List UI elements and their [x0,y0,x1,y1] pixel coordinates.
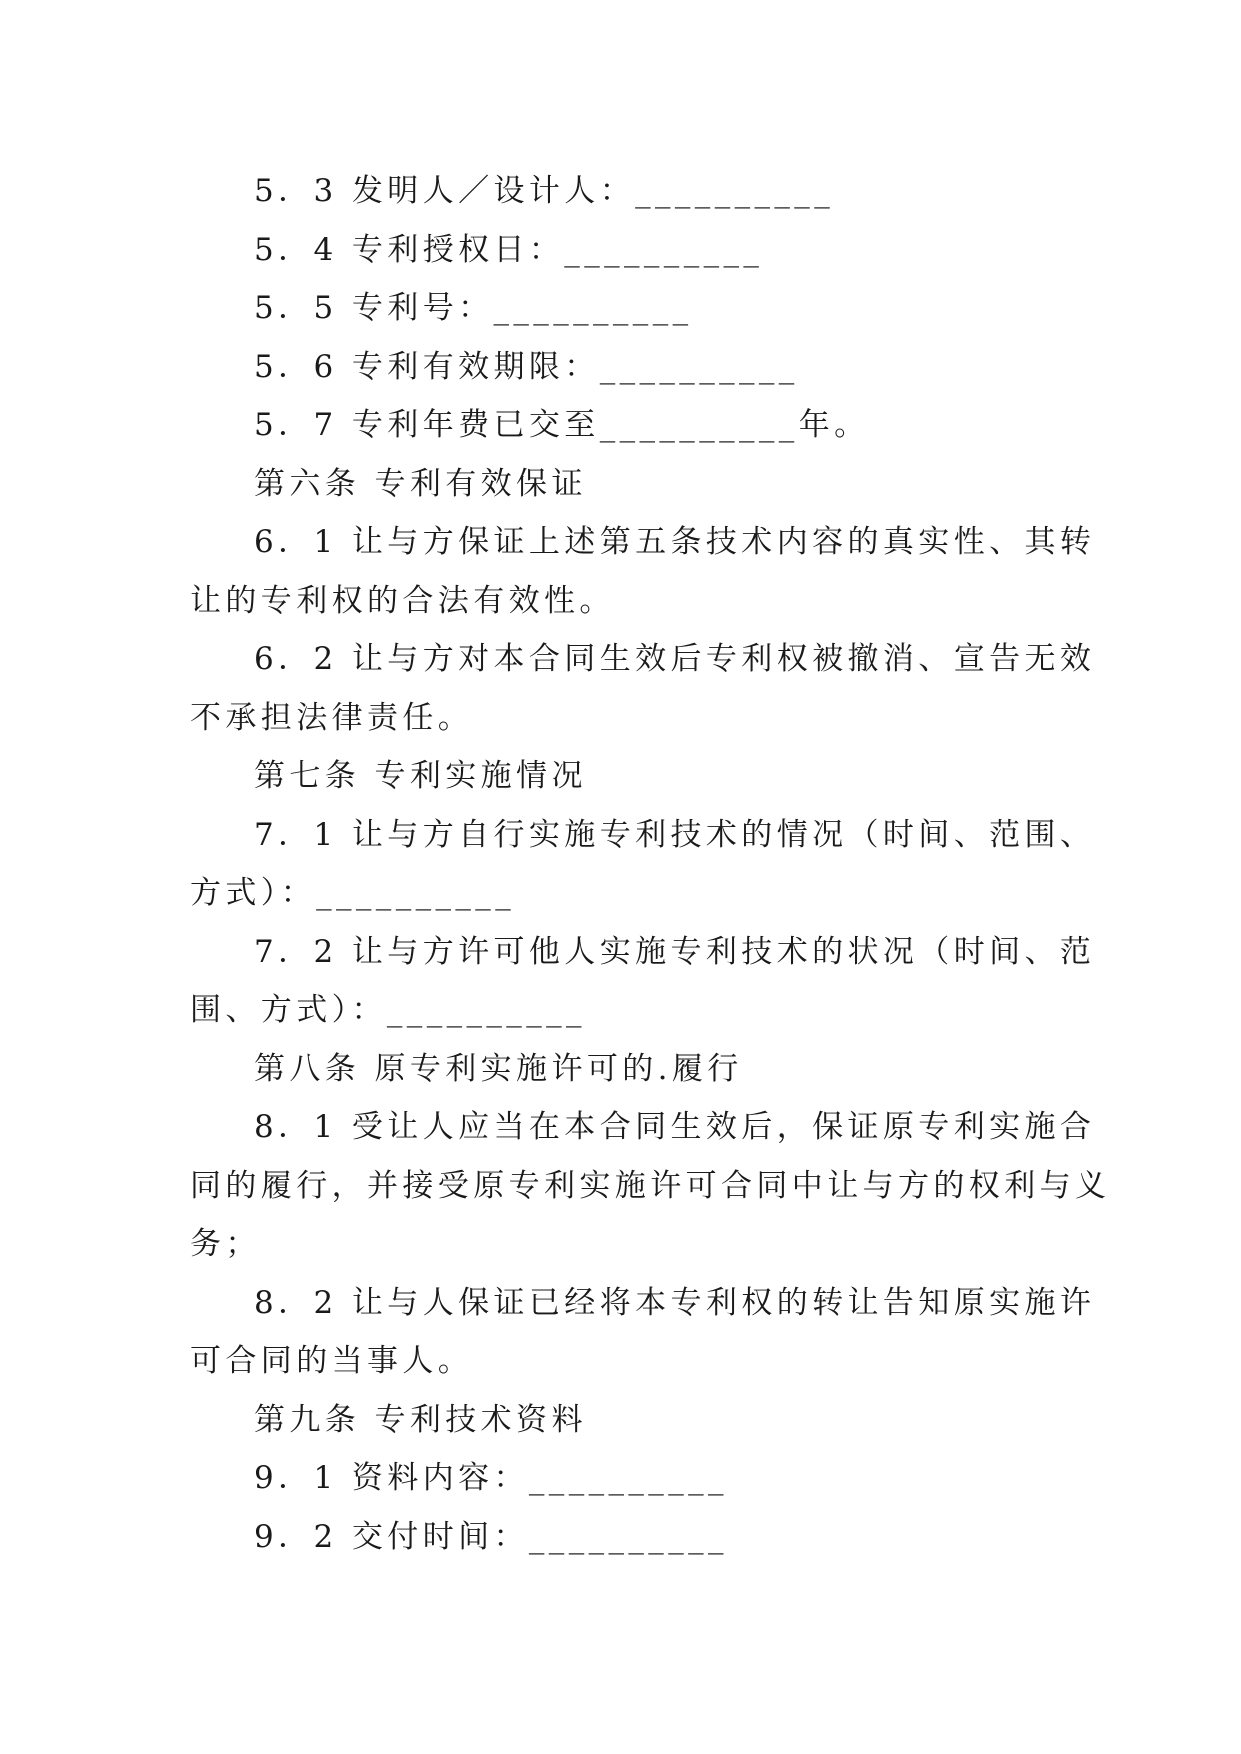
text-line: 同的履行，并接受原专利实施许可合同中让与方的权利与义 [190,1167,1111,1204]
text-line: 7．1 让与方自行实施专利技术的情况（时间、范围、 [254,816,1096,853]
clause-5-6 [190,338,1062,397]
article-9-heading [190,1391,1062,1450]
text-line: 围、方式）：__________ [190,992,586,1028]
section-heading: 第九条 专利技术资料 [254,1401,587,1438]
text-line: 让的专利权的合法有效性。 [190,582,615,619]
clause-7-1 [190,806,1096,923]
article-6-heading [190,455,1062,514]
text-line: 9．1 资料内容：__________ [254,1460,728,1496]
section-heading: 第七条 专利实施情况 [254,758,587,794]
clause-8-2 [190,1274,1096,1391]
text-line: 5．3 发明人／设计人：__________ [254,173,835,209]
text-line: 可合同的当事人。 [190,1343,474,1379]
document-body [190,162,1111,1566]
clause-6-2 [190,630,1096,747]
article-7-heading [190,747,1062,806]
text-line: 5．5 专利号：__________ [254,290,693,326]
clause-9-1 [190,1449,1062,1508]
text-line: 方式）：__________ [190,875,516,911]
text-line: 5．6 专利有效期限：__________ [254,348,799,385]
clause-5-3 [190,162,1062,221]
text-line: 6．1 让与方保证上述第五条技术内容的真实性、其转 [254,524,1096,560]
text-line: 9．2 交付时间：__________ [254,1518,728,1555]
clause-7-2 [190,923,1096,1040]
clause-9-2 [190,1508,1062,1567]
section-heading: 第八条 原专利实施许可的.履行 [254,1050,743,1087]
article-8-heading [190,1040,1062,1099]
text-line: 8．2 让与人保证已经将本专利权的转让告知原实施许 [254,1284,1096,1321]
clause-5-5 [190,279,1062,338]
text-line: 5．4 专利授权日：__________ [254,231,764,268]
text-line: 5．7 专利年费已交至__________年。 [254,407,870,443]
clause-5-4 [190,221,1062,280]
text-line: 7．2 让与方许可他人实施专利技术的状况（时间、范 [254,933,1096,970]
text-line: 6．2 让与方对本合同生效后专利权被撤消、宣告无效 [254,641,1096,677]
clause-6-1 [190,513,1096,630]
text-line: 务； [190,1226,261,1262]
clause-8-1 [190,1098,1111,1274]
clause-5-7 [190,396,1062,455]
section-heading: 第六条 专利有效保证 [254,465,587,502]
text-line: 不承担法律责任。 [190,699,474,736]
text-line: 8．1 受让人应当在本合同生效后，保证原专利实施合 [254,1109,1096,1145]
